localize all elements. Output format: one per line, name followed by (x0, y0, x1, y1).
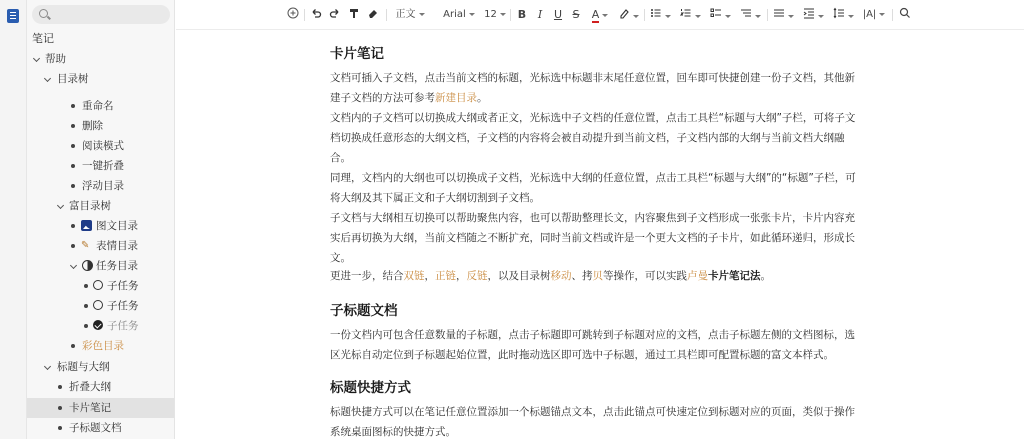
underline-button[interactable]: U (553, 8, 563, 21)
sidebar-item-subtask[interactable]: 子任务 (27, 296, 175, 316)
outline-button[interactable] (739, 7, 761, 23)
bullet-icon (71, 124, 75, 128)
bullet-icon (71, 244, 75, 248)
emoji-icon: ✎ (81, 240, 90, 251)
letter-spacing-button[interactable]: |A| (862, 7, 886, 23)
paragraph-focus[interactable]: 子文档与大纲相互切换可以帮助聚焦内容，也可以帮助整理长文，内容聚焦到子文档形成一张张卡片，卡片内容充 实后再切换为大纲，当前文档随之不断扩充，同时当前文档或许是一个更大文档的子卡片，如此循环递归，形成长 文。 (330, 212, 855, 264)
caret-down-icon (419, 13, 425, 16)
scroll-cut-indicator (102, 92, 110, 95)
align-icon (773, 7, 785, 19)
font-size-select[interactable]: 12 (482, 7, 508, 23)
notebook-icon[interactable] (7, 9, 19, 23)
sidebar-item-collapse-all[interactable]: 一键折叠 (27, 156, 175, 176)
caret-down-icon (755, 15, 761, 18)
sidebar-item-read-mode[interactable]: 阅读模式 (27, 136, 175, 156)
sidebar-item-card-notes[interactable]: 卡片笔记 (27, 398, 175, 418)
sidebar (27, 0, 175, 439)
app-rail (0, 0, 27, 439)
numbered-list-icon (680, 7, 692, 19)
sidebar-item-notes[interactable]: 笔记 (32, 32, 54, 45)
numbered-list-button[interactable] (679, 7, 701, 23)
bullet-icon (71, 344, 75, 348)
sidebar-item-heading-outline[interactable]: 标题与大纲 (27, 357, 175, 377)
toolbar-divider (304, 9, 305, 21)
strikethrough-button[interactable]: S (572, 8, 580, 21)
font-color-button[interactable]: A (589, 7, 611, 23)
heading-subheading-doc[interactable]: 子标题文档 (330, 303, 398, 319)
bullet-icon (58, 406, 62, 410)
toolbar-divider (892, 9, 893, 21)
search-input[interactable] (52, 5, 164, 24)
bullet-icon (71, 104, 75, 108)
caret-down-icon (469, 13, 475, 16)
bullet-icon (58, 385, 62, 389)
find-button[interactable] (898, 7, 912, 23)
heading-shortcut[interactable]: 标题快捷方式 (330, 380, 411, 396)
caret-down-icon (879, 13, 885, 16)
paragraph-style-select[interactable]: 正文 (392, 7, 428, 23)
sidebar-item-image-toc[interactable]: 图文目录 (27, 216, 175, 236)
link-luhmann[interactable]: 卢曼 (687, 270, 708, 282)
sidebar-item-help[interactable]: 帮助 (27, 49, 175, 69)
circle-icon[interactable] (93, 280, 103, 290)
heading-card-notes[interactable]: 卡片笔记 (330, 46, 384, 62)
highlight-button[interactable] (617, 7, 639, 23)
chevron-down-icon[interactable] (70, 262, 77, 269)
sidebar-item-subtask-done[interactable]: 子任务 (27, 316, 175, 336)
line-height-button[interactable] (832, 7, 854, 23)
caret-down-icon (665, 15, 671, 18)
image-icon (81, 220, 92, 231)
chevron-down-icon[interactable] (44, 75, 51, 82)
bullet-list-button[interactable] (649, 7, 671, 23)
format-painter-icon[interactable] (347, 7, 361, 23)
chevron-down-icon[interactable] (33, 55, 40, 62)
caret-down-icon (848, 15, 854, 18)
link-bidirectional[interactable]: 双链 (403, 270, 425, 282)
caret-down-icon (818, 15, 824, 18)
search-box[interactable] (32, 5, 170, 24)
link-copy[interactable]: 贝 (592, 270, 603, 282)
caret-down-icon (500, 13, 506, 16)
sidebar-item-floating-toc[interactable]: 浮动目录 (27, 176, 175, 196)
link-new-toc[interactable]: 新建目录 (435, 92, 477, 104)
bullet-icon (71, 164, 75, 168)
caret-down-icon (695, 15, 701, 18)
sidebar-item-subtask[interactable]: 子任务 (27, 276, 175, 296)
undo-icon[interactable] (309, 7, 323, 23)
sidebar-item-task-toc[interactable]: 任务目录 (27, 256, 175, 276)
toolbar-divider (510, 9, 511, 21)
bullet-icon (84, 324, 88, 328)
link-move[interactable]: 移动 (550, 270, 572, 282)
sidebar-item-rich-tree[interactable]: 富目录树 (27, 196, 175, 216)
search-icon (39, 9, 48, 18)
paragraph-intro[interactable]: 文档可插入子文档，点击当前文档的标题，光标选中标题非末尾任意位置，回车即可快捷创建一份子文档，其他新 建子文档的方法可参考新建目录。 (330, 72, 855, 104)
font-family-select[interactable]: Arial (438, 7, 480, 23)
add-icon[interactable] (286, 7, 300, 23)
sidebar-item-rename[interactable]: 重命名 (27, 96, 175, 116)
outline-icon (740, 7, 752, 19)
indent-button[interactable] (802, 7, 824, 23)
link-backward[interactable]: 反链 (466, 270, 488, 282)
bullet-list-icon (650, 7, 662, 19)
sidebar-item-emoji-toc[interactable]: ✎ 表情目录 (27, 236, 175, 256)
bullet-icon (71, 184, 75, 188)
link-forward[interactable]: 正链 (435, 270, 456, 282)
redo-icon[interactable] (328, 7, 342, 23)
task-progress-icon (82, 260, 93, 271)
bold-button[interactable]: B (517, 8, 527, 21)
search-icon (899, 7, 911, 19)
bullet-icon (71, 224, 75, 228)
bullet-icon (58, 426, 62, 430)
toolbar-divider (386, 9, 387, 21)
checklist-button[interactable] (709, 7, 731, 23)
bullet-icon (84, 304, 88, 308)
editor-toolbar (176, 0, 1024, 30)
bullet-icon (84, 284, 88, 288)
toolbar-divider (767, 9, 768, 21)
paragraph-shortcut[interactable]: 标题快捷方式可以在笔记任意位置添加一个标题锚点文本，点击此锚点可快速定位到标题对应的页面，类似于操作 系统桌面图标的快捷方式。 (330, 406, 855, 438)
bullet-icon (71, 144, 75, 148)
chevron-down-icon[interactable] (44, 363, 51, 370)
italic-button[interactable]: I (537, 8, 543, 21)
caret-down-icon (602, 14, 608, 17)
paragraph-further[interactable]: 更进一步，结合双链，正链，反链，以及目录树移动、拷贝等操作，可以实践卢曼卡片笔记法。 (330, 270, 771, 282)
toolbar-divider (644, 9, 645, 21)
eraser-icon[interactable] (366, 7, 380, 23)
circle-icon[interactable] (93, 300, 103, 310)
caret-down-icon (633, 15, 639, 18)
sidebar-item-color-toc[interactable]: 彩色目录 (27, 336, 175, 356)
align-button[interactable] (772, 7, 794, 23)
highlighter-icon (618, 7, 630, 19)
caret-down-icon (725, 15, 731, 18)
sidebar-item-subheading-doc[interactable]: 子标题文档 (27, 418, 175, 438)
caret-down-icon (788, 15, 794, 18)
indent-icon (803, 7, 815, 19)
paragraph-subheading[interactable]: 一份文档内可包含任意数量的子标题，点击子标题即可跳转到子标题对应的文档，点击子标题左侧的文档图标，选 区光标自动定位到子标题起始位置，此时拖动选区即可选中子标题，通过工具栏即可配置标题的富文本样式。 (330, 329, 855, 361)
sidebar-item-delete[interactable]: 删除 (27, 116, 175, 136)
paragraph-switch-outline[interactable]: 文档内的子文档可以切换成大纲或者正文，光标选中子文档的任意位置，点击工具栏“标题与大纲”子栏，可将子文 档切换成任意形态的大纲文档，子文档的内容将会被自动提升到当前文档，子文档内部的大纲与当前文档大纲融 合。 (330, 112, 856, 164)
paragraph-outline-to-subdoc[interactable]: 同理，文档内的大纲也可以切换成子文档，光标选中大纲的任意位置，点击工具栏“标题与大纲”的“标题”子栏，可 将大纲及其下属正文和子大纲切割到子文档。 (330, 172, 856, 204)
check-circle-icon[interactable] (93, 320, 103, 330)
sidebar-item-fold-outline[interactable]: 折叠大纲 (27, 377, 175, 397)
checklist-icon (710, 7, 722, 19)
sidebar-item-dir-tree[interactable]: 目录树 (27, 69, 175, 89)
line-height-icon (833, 7, 845, 19)
chevron-down-icon[interactable] (57, 202, 64, 209)
